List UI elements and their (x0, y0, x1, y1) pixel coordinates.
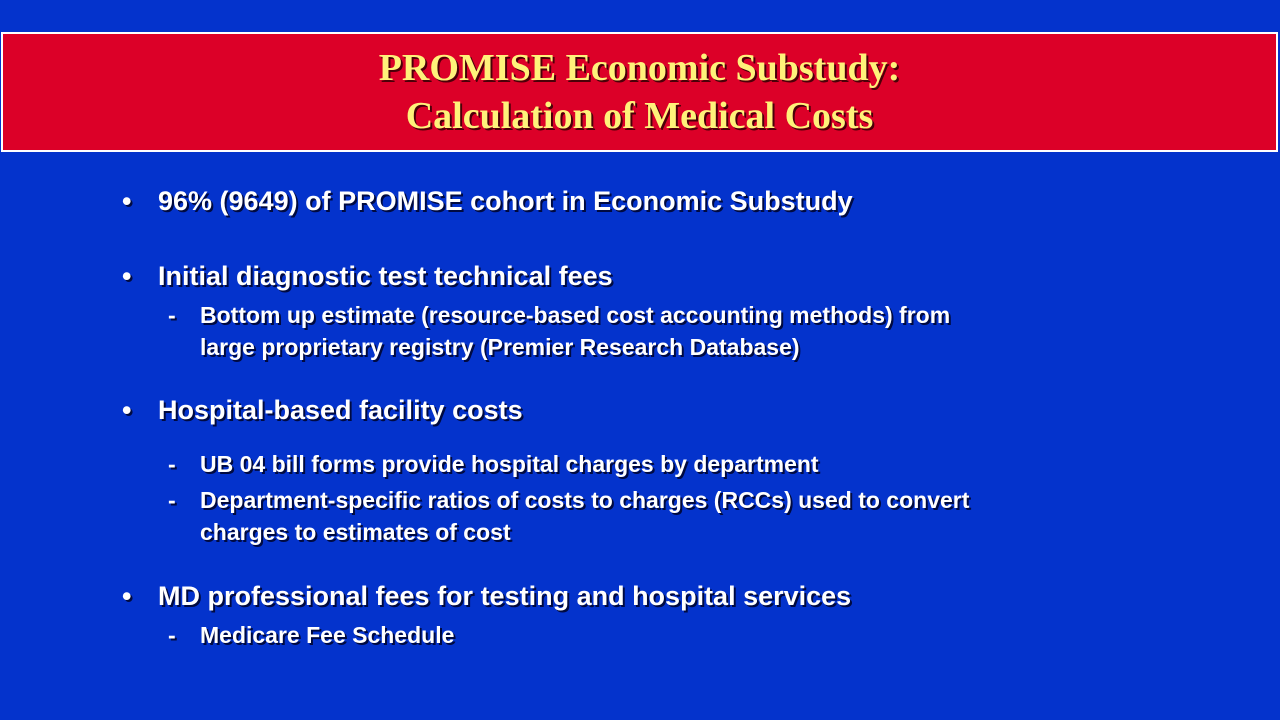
title-line-2: Calculation of Medical Costs (405, 95, 874, 137)
sub-item (168, 299, 950, 363)
sub-text: Department-specific ratios of costs to charges (RCCs) used to convert charges to estimates of cost (200, 487, 970, 545)
bullet-item (122, 260, 613, 292)
sub-glyph: - (168, 622, 176, 648)
bullet-glyph: • (122, 581, 132, 611)
sub-item (168, 448, 819, 480)
sub-glyph: - (168, 451, 176, 477)
bullet-glyph: • (122, 261, 132, 291)
sub-text: Medicare Fee Schedule (200, 622, 455, 648)
title-line-1: PROMISE Economic Substudy: (378, 47, 901, 89)
sub-glyph: - (168, 487, 176, 513)
bullet-item (122, 394, 523, 426)
sub-glyph: - (168, 302, 176, 328)
sub-item (168, 484, 969, 548)
bullet-text: MD professional fees for testing and hospital services (158, 581, 852, 611)
bullet-text: Initial diagnostic test technical fees (158, 261, 613, 291)
bullet-item (122, 185, 853, 217)
bullet-item (122, 580, 851, 612)
bullet-text: 96% (9649) of PROMISE cohort in Economic Substudy (158, 186, 853, 216)
sub-text: Bottom up estimate (resource-based cost accounting methods) from large proprietary registry (Premier Research Database) (200, 302, 951, 360)
sub-text: UB 04 bill forms provide hospital charges by department (200, 451, 819, 477)
sub-item (168, 619, 454, 651)
bullet-glyph: • (122, 186, 132, 216)
bullet-text: Hospital-based facility costs (158, 395, 523, 425)
bullet-glyph: • (122, 395, 132, 425)
